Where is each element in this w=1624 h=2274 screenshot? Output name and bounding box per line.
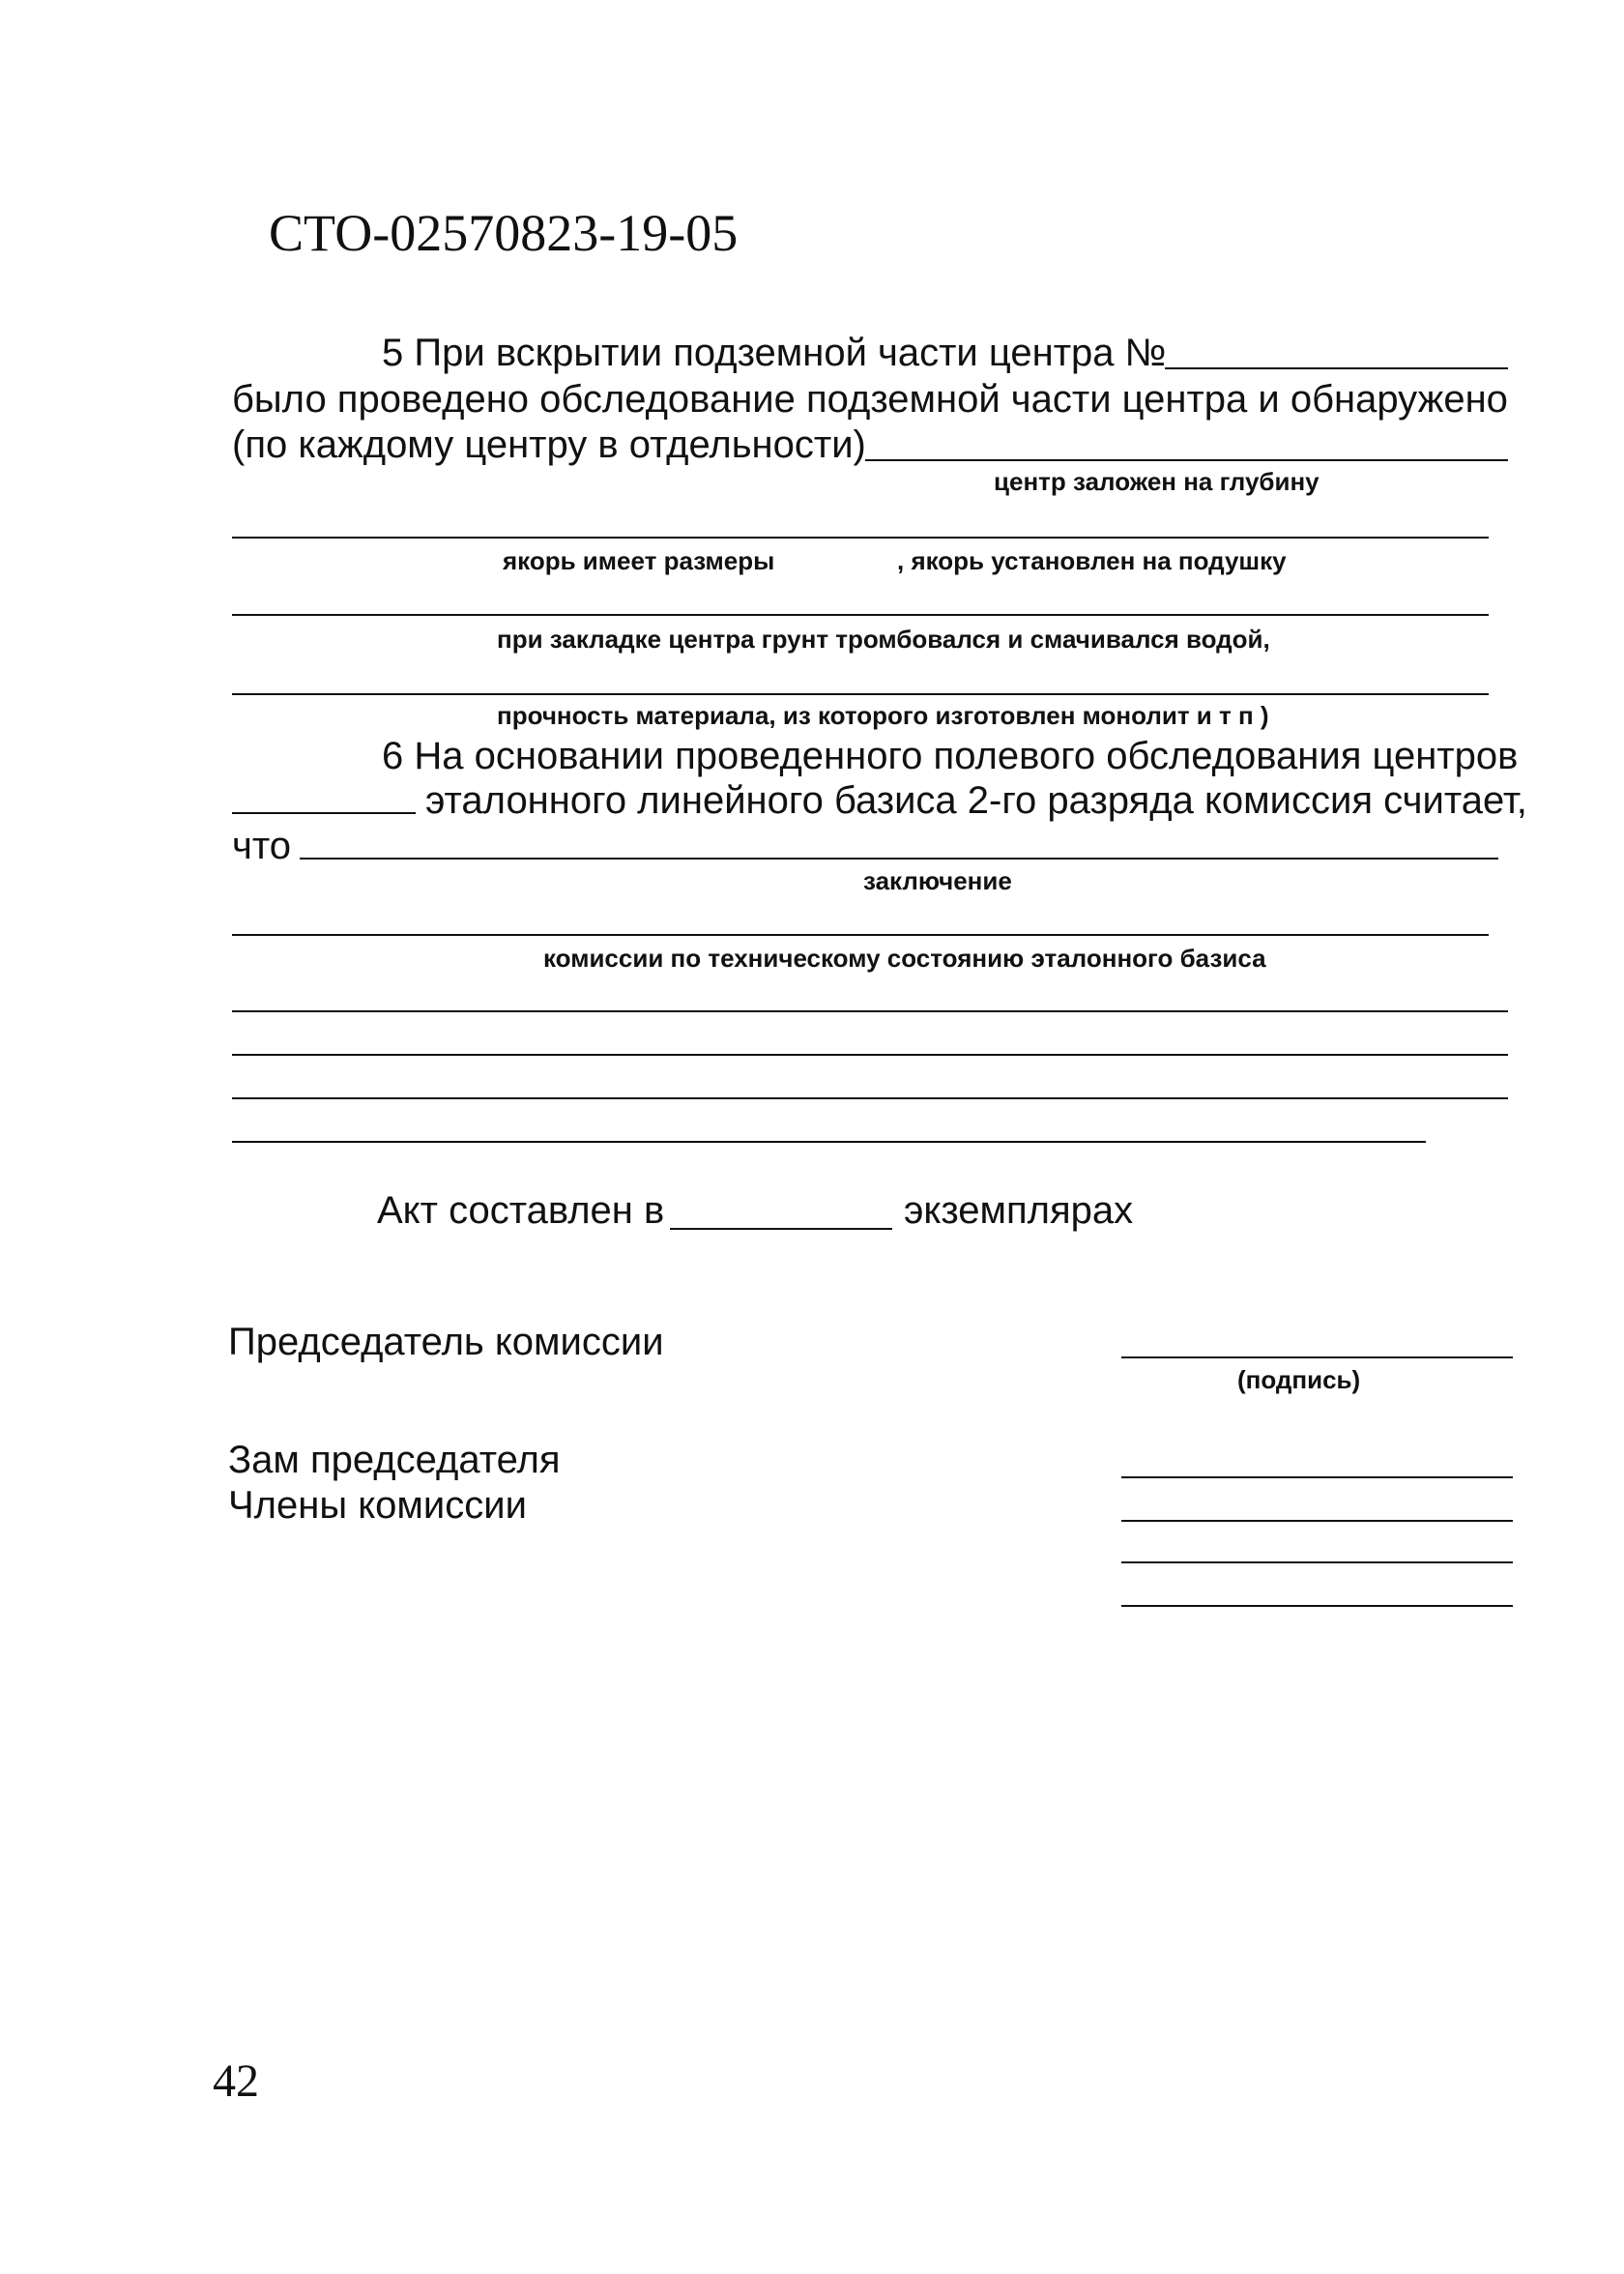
- section6-line2: эталонного линейного базиса 2-го разряда комиссия считает,: [425, 779, 1527, 822]
- caption-anchor-cushion: , якорь установлен на подушку: [897, 546, 1287, 575]
- findings-blank-4[interactable]: [232, 693, 1489, 695]
- chairman-signature-line[interactable]: [1121, 1356, 1513, 1358]
- member-signature-line-3[interactable]: [1121, 1605, 1513, 1607]
- conclusion-blank-3[interactable]: [232, 1010, 1508, 1012]
- caption-conclusion: заключение: [863, 866, 1012, 895]
- conclusion-blank-2[interactable]: [232, 934, 1489, 936]
- caption-monolith-strength: прочность материала, из которого изготовлен монолит и т п ): [497, 701, 1269, 730]
- section5-line1: 5 При вскрытии подземной части центра №: [382, 332, 1167, 374]
- findings-blank-1[interactable]: [865, 459, 1508, 461]
- deputy-label: Зам председателя: [228, 1439, 561, 1481]
- chairman-label: Председатель комиссии: [228, 1321, 664, 1363]
- caption-soil-compaction: при закладке центра грунт тромбовался и смачивался водой,: [497, 625, 1270, 654]
- conclusion-blank-5[interactable]: [232, 1097, 1508, 1099]
- act-copies-prefix: Акт составлен в: [377, 1189, 665, 1232]
- centers-count-blank[interactable]: [232, 812, 416, 814]
- page-number: 42: [213, 2055, 259, 2107]
- act-copies-suffix: экземплярах: [904, 1189, 1134, 1232]
- findings-blank-3[interactable]: [232, 614, 1489, 616]
- document-code: СТО-02570823-19-05: [269, 204, 739, 262]
- deputy-signature-line[interactable]: [1121, 1476, 1513, 1478]
- signature-caption: (подпись): [1237, 1365, 1361, 1394]
- section6-line1: 6 На основании проведенного полевого обследования центров: [382, 735, 1519, 777]
- caption-technical-state: комиссии по техническому состоянию эталонного базиса: [543, 944, 1266, 973]
- member-signature-line-2[interactable]: [1121, 1561, 1513, 1563]
- section5-line2: было проведено обследование подземной части центра и обнаружено: [232, 378, 1508, 421]
- act-copies-blank[interactable]: [670, 1228, 892, 1230]
- member-signature-line-1[interactable]: [1121, 1520, 1513, 1522]
- conclusion-blank-4[interactable]: [232, 1054, 1508, 1056]
- members-label: Члены комиссии: [228, 1484, 527, 1527]
- caption-anchor-size: якорь имеет размеры: [503, 546, 775, 575]
- section6-line3: что: [232, 825, 291, 867]
- section5-line3: (по каждому центру в отдельности): [232, 423, 866, 466]
- findings-blank-2[interactable]: [232, 537, 1489, 539]
- conclusion-blank-6[interactable]: [232, 1141, 1426, 1143]
- conclusion-blank-1[interactable]: [300, 858, 1498, 860]
- center-number-blank[interactable]: [1165, 367, 1508, 369]
- caption-center-depth: центр заложен на глубину: [994, 467, 1320, 496]
